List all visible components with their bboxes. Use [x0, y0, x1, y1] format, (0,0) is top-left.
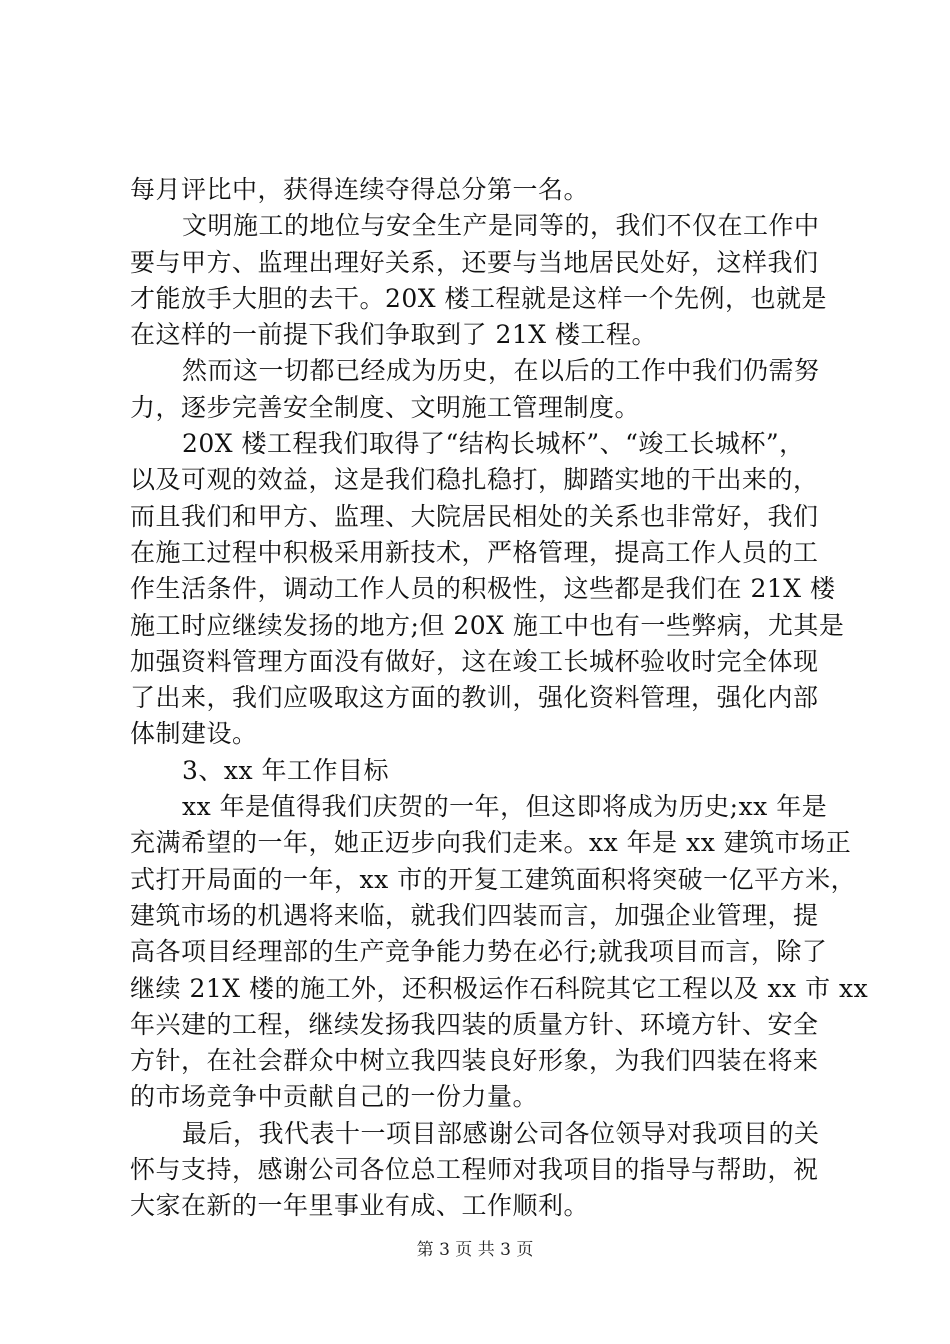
text-line: 充满希望的一年，她正迈步向我们走来。xx 年是 xx 建筑市场正	[130, 828, 852, 858]
text-line: 方针，在社会群众中树立我四装良好形象，为我们四装在将来	[130, 1046, 819, 1076]
text-line: 高各项目经理部的生产竞争能力势在必行;就我项目而言，除了	[130, 937, 828, 967]
text-line: 建筑市场的机遇将来临，就我们四装而言，加强企业管理，提	[130, 900, 819, 930]
text-line: 大家在新的一年里事业有成、工作顺利。	[130, 1191, 590, 1221]
text-line: 最后，我代表十一项目部感谢公司各位领导对我项目的关	[182, 1118, 820, 1148]
text-line: 怀与支持，感谢公司各位总工程师对我项目的指导与帮助，祝	[130, 1155, 819, 1185]
text-line: 年兴建的工程，继续发扬我四装的质量方针、环境方针、安全	[130, 1009, 819, 1039]
document-body	[130, 172, 869, 1225]
page-footer: 第 3 页 共 3 页	[416, 1240, 534, 1260]
text-line: 才能放手大胆的去干。20X 楼工程就是这样一个先例，也就是	[130, 283, 828, 313]
text-line: 每月评比中，获得连续夺得总分第一名。	[130, 175, 590, 204]
text-line: 以及可观的效益，这是我们稳扎稳打，脚踏实地的干出来的，	[130, 465, 819, 495]
text-line: 在这样的一前提下我们争取到了 21X 楼工程。	[130, 320, 658, 350]
text-line: 了出来，我们应吸取这方面的教训，强化资料管理，强化内部	[130, 683, 819, 713]
text-line: 3、xx 年工作目标	[182, 755, 390, 785]
text-line: xx 年是值得我们庆贺的一年，但这即将成为历史;xx 年是	[182, 792, 828, 822]
text-line: 力，逐步完善安全制度、文明施工管理制度。	[130, 392, 641, 422]
text-line: 20X 楼工程我们取得了“结构长城杯”、“竣工长城杯”，	[182, 429, 805, 459]
text-line: 加强资料管理方面没有做好，这在竣工长城杯验收时完全体现	[130, 646, 819, 676]
text-line: 的市场竞争中贡献自己的一份力量。	[130, 1082, 539, 1112]
text-line: 继续 21X 楼的施工外，还积极运作石科院其它工程以及 xx 市 xx	[130, 973, 869, 1003]
text-line: 而且我们和甲方、监理、大院居民相处的关系也非常好，我们	[130, 501, 819, 531]
text-line: 式打开局面的一年，xx 市的开复工建筑面积将突破一亿平方米，	[130, 864, 857, 894]
text-line: 要与甲方、监理出理好关系，还要与当地居民处好，这样我们	[130, 247, 819, 277]
text-line: 然而这一切都已经成为历史，在以后的工作中我们仍需努	[182, 356, 820, 386]
text-line: 作生活条件，调动工作人员的积极性，这些都是我们在 21X 楼	[130, 574, 836, 604]
text-line: 在施工过程中积极采用新技术，严格管理，提高工作人员的工	[130, 537, 819, 567]
text-line: 文明施工的地位与安全生产是同等的，我们不仅在工作中	[182, 211, 820, 241]
text-line: 体制建设。	[130, 719, 258, 749]
text-line: 施工时应继续发扬的地方;但 20X 施工中也有一些弊病，尤其是	[130, 610, 845, 640]
